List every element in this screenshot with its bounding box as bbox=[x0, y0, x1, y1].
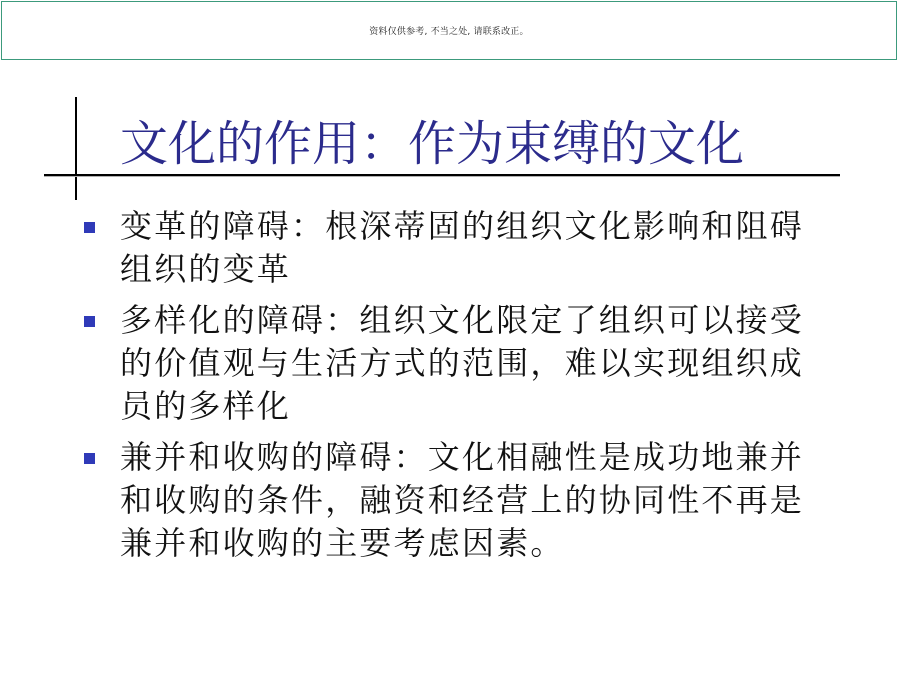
square-bullet-icon bbox=[84, 222, 95, 233]
notice-banner bbox=[1, 1, 897, 60]
bullet-item-merger bbox=[84, 436, 834, 565]
square-bullet-icon bbox=[84, 453, 95, 464]
notice-text: 资料仅供参考, 不当之处, 请联系改正。 bbox=[369, 27, 529, 37]
bullet-item-change bbox=[84, 205, 834, 291]
bullet-text: 变革的障碍：根深蒂固的组织文化影响和阻碍组织的变革 bbox=[120, 207, 805, 288]
bullet-item-diversity bbox=[84, 299, 834, 428]
square-bullet-icon bbox=[84, 316, 95, 327]
bullet-text: 兼并和收购的障碍：文化相融性是成功地兼并和收购的条件，融资和经营上的协同性不再是兼并和收购的主要考虑因素。 bbox=[120, 438, 805, 562]
title-vertical-rule bbox=[75, 97, 77, 200]
bullet-list bbox=[84, 205, 834, 573]
title-rule-shadow bbox=[44, 176, 840, 177]
slide-title: 文化的作用：作为束缚的文化 bbox=[120, 116, 745, 172]
bullet-text: 多样化的障碍：组织文化限定了组织可以接受的价值观与生活方式的范围，难以实现组织成员的多样化 bbox=[120, 301, 805, 425]
